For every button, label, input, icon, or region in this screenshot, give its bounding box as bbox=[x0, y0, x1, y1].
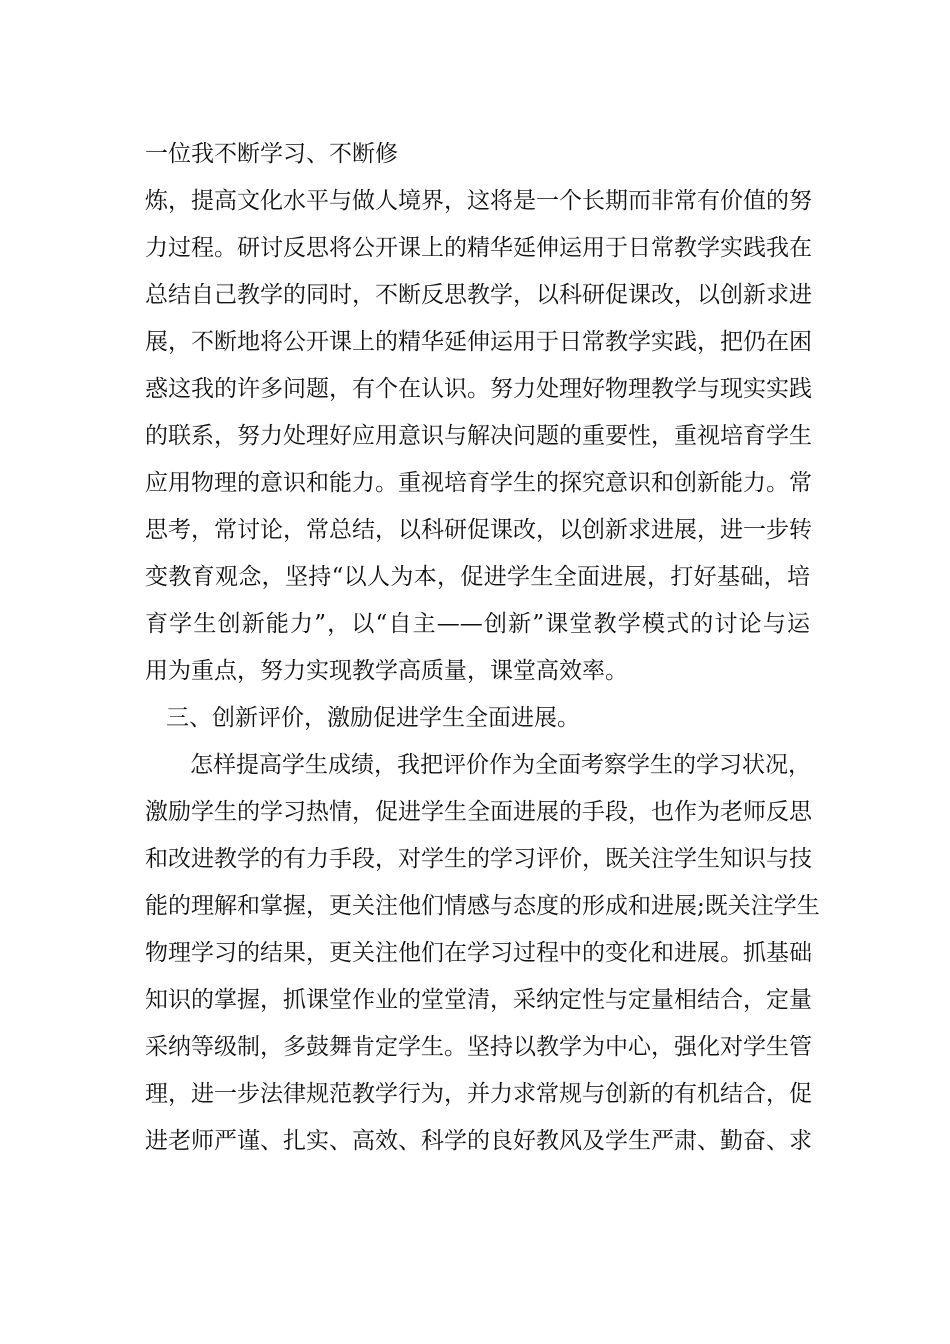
text-line: 激励学生的学习热情，促进学生全面进展的手段，也作为老师反思 bbox=[145, 799, 812, 825]
text-line: 进老师严谨、扎实、高效、科学的良好教风及学生严肃、勤奋、求 bbox=[145, 1128, 812, 1154]
text-line: 炼，提高文化水平与做人境界，这将是一个长期而非常有价值的努 bbox=[145, 188, 812, 214]
text-line: 一位我不断学习、不断修 bbox=[145, 141, 398, 167]
text-line: 物理学习的结果，更关注他们在学习过程中的变化和进展。抓基础 bbox=[145, 940, 812, 966]
text-line: 能的理解和掌握，更关注他们情感与态度的形成和进展;既关注学生 bbox=[145, 893, 820, 919]
text-line: 惑这我的许多问题，有个在认识。努力处理好物理教学与现实实践 bbox=[145, 376, 812, 402]
text-line: 用为重点，努力实现教学高质量，课堂高效率。 bbox=[145, 658, 628, 684]
text-line: 采纳等级制，多鼓舞肯定学生。坚持以教学为中心，强化对学生管 bbox=[145, 1034, 812, 1060]
section-heading: 三、创新评价，激励促进学生全面进展。 bbox=[166, 705, 580, 731]
text-line: 变教育观念，坚持“以人为本，促进学生全面进展，打好基础，培 bbox=[145, 564, 810, 590]
text-line: 总结自己教学的同时，不断反思教学，以科研促课改，以创新求进 bbox=[145, 282, 812, 308]
text-line: 怎样提高学生成绩，我把评价作为全面考察学生的学习状况， bbox=[190, 752, 811, 778]
text-line: 知识的掌握，抓课堂作业的堂堂清，采纳定性与定量相结合，定量 bbox=[145, 987, 812, 1013]
text-line: 的联系，努力处理好应用意识与解决问题的重要性，重视培育学生 bbox=[145, 423, 812, 449]
text-line: 理，进一步法律规范教学行为，并力求常规与创新的有机结合，促 bbox=[145, 1081, 812, 1107]
text-line: 应用物理的意识和能力。重视培育学生的探究意识和创新能力。常 bbox=[145, 470, 812, 496]
text-line: 思考，常讨论，常总结，以科研促课改，以创新求进展，进一步转 bbox=[145, 517, 812, 543]
text-line: 展，不断地将公开课上的精华延伸运用于日常教学实践，把仍在困 bbox=[145, 329, 812, 355]
text-line: 和改进教学的有力手段，对学生的学习评价，既关注学生知识与技 bbox=[145, 846, 812, 872]
text-line: 育学生创新能力”，以“自主——创新”课堂教学模式的讨论与运 bbox=[145, 611, 810, 637]
text-line: 力过程。研讨反思将公开课上的精华延伸运用于日常教学实践我在 bbox=[145, 235, 812, 261]
